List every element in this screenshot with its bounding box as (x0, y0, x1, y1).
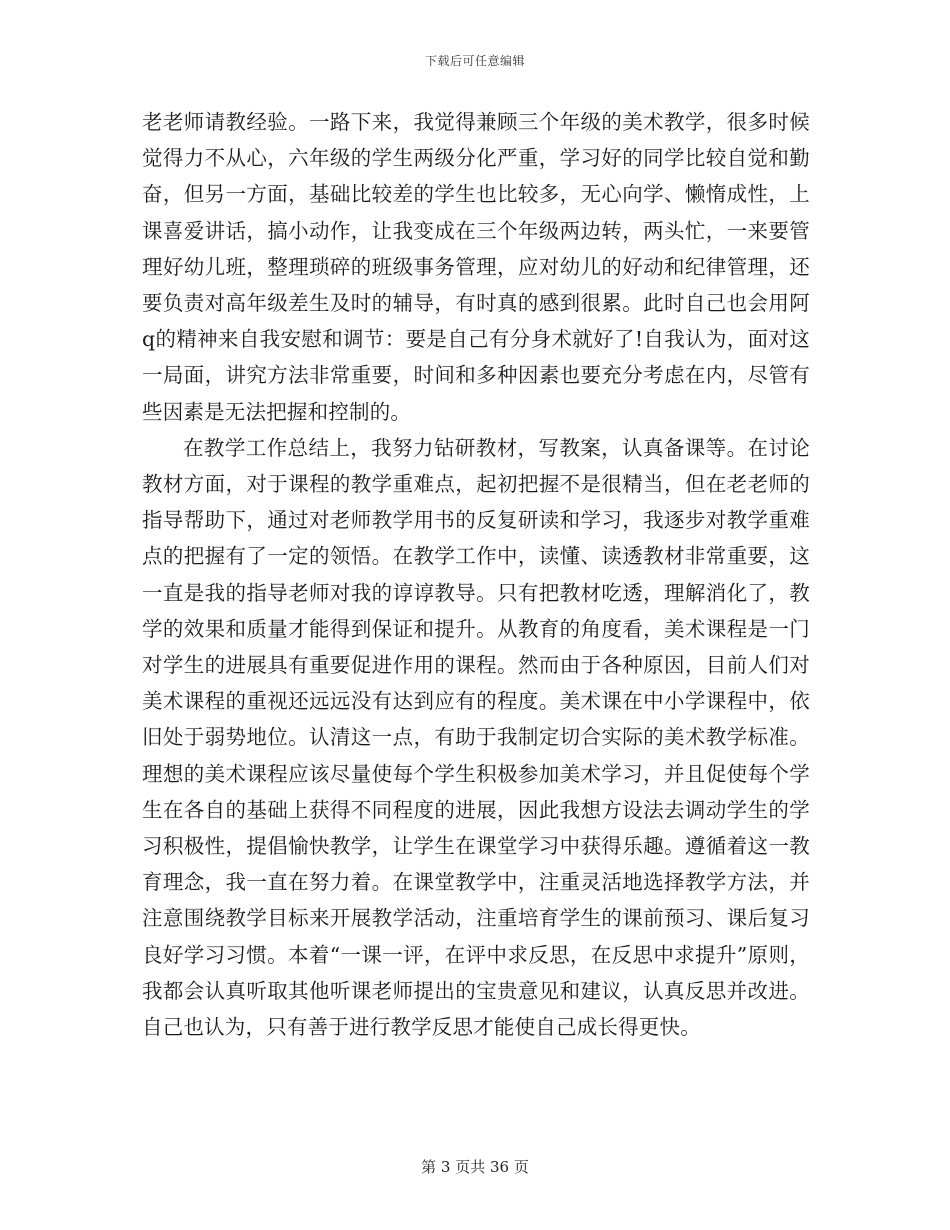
page-header: 下载后可任意编辑 (424, 54, 525, 68)
document-body (142, 104, 810, 1045)
paragraph-1: 老老师请教经验。一路下来，我觉得兼顾三个年级的美术教学，很多时候觉得力不从心，六年级的学生两级分化严重，学习好的同学比较自觉和勤奋，但另一方面，基础比较差的学生也比较多，无心向学、懒惰成性，上课喜爱讲话，搞小动作，让我变成在三个年级两边转，两头忙，一来要管理好幼儿班，整理琐碎的班级事务管理，应对幼儿的好动和纪律管理，还要负责对高年级差生及时的辅导，有时真的感到很累。此时自己也会用阿q的精神来自我安慰和调节：要是自己有分身术就好了!自我认为，面对这一局面，讲究方法非常重要，时间和多种因素也要充分考虑在内，尽管有些因素是无法把握和控制的。 (142, 110, 810, 424)
page-number: 第 3 页共 36 页 (421, 1158, 529, 1176)
paragraph-2: 在教学工作总结上，我努力钻研教材，写教案，认真备课等。在讨论教材方面，对于课程的教学重难点，起初把握不是很精当，但在老老师的指导帮助下，通过对老师教学用书的反复研读和学习，我逐步对教学重难点的把握有了一定的领悟。在教学工作中，读懂、读透教材非常重要，这一直是我的指导老师对我的谆谆教导。只有把教材吃透，理解消化了，教学的效果和质量才能得到保证和提升。从教育的角度看，美术课程是一门对学生的进展具有重要促进作用的课程。然而由于各种原因，目前人们对美术课程的重视还远远没有达到应有的程度。美术课在中小学课程中，依旧处于弱势地位。认清这一点，有助于我制定切合实际的美术教学标准。理想的美术课程应该尽量使每个学生积极参加美术学习，并且促使每个学生在各自的基础上获得不同程度的进展，因此我想方设法去调动学生的学习积极性，提倡愉快教学，让学生在课堂学习中获得乐趣。遵循着这一教育理念，我一直在努力着。在课堂教学中，注重灵活地选择教学方法，并注意围绕教学目标来开展教学活动，注重培育学生的课前预习、课后复习良好学习习惯。本着“一课一评，在评中求反思，在反思中求提升”原则，我都会认真听取其他听课老师提出的宝贵意见和建议，认真反思并改进。自己也认为，只有善于进行教学反思才能使自己成长得更快。 (142, 435, 810, 1040)
